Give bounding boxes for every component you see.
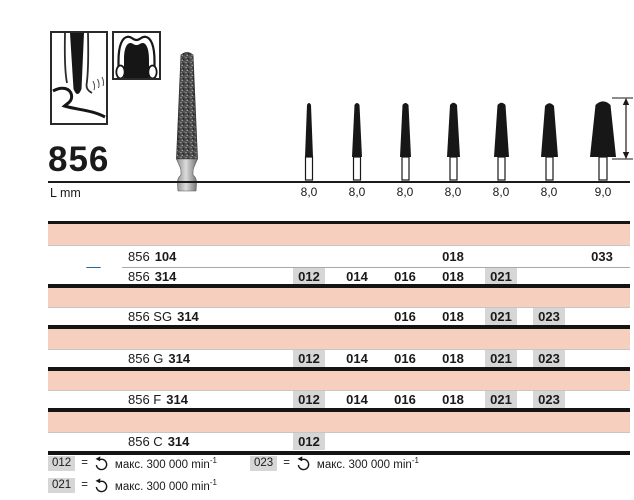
bur-silhouette-016 <box>399 100 412 186</box>
rotation-speed-icon <box>94 478 109 493</box>
size-cell-highlighted: 012 <box>293 433 325 450</box>
rotation-speed-icon <box>296 456 311 471</box>
crown-icon <box>114 65 159 82</box>
bur-silhouette-021 <box>493 100 510 186</box>
series-label: 856 104 <box>128 249 177 264</box>
table-row-856-c-314 <box>48 433 630 450</box>
crown-illustration <box>112 31 161 80</box>
table-row-856-f-314 <box>48 391 630 408</box>
table-row-856-g-314 <box>48 350 630 367</box>
footnote-code: 012 <box>48 456 75 471</box>
table-row-856-314 <box>48 268 630 284</box>
bur-silhouette-023 <box>540 100 559 186</box>
length-axis-label: L mm <box>50 186 81 200</box>
size-cell-highlighted: 012 <box>293 350 325 367</box>
bur-silhouette-012 <box>304 100 314 186</box>
series-label: 856 F 314 <box>128 392 188 407</box>
size-cell: 014 <box>346 351 368 366</box>
bur-silhouette-014 <box>351 100 363 186</box>
size-cell: 018 <box>442 351 464 366</box>
size-label: 8,0 <box>396 185 414 199</box>
size-cell: 018 <box>442 392 464 407</box>
size-cell-highlighted: 012 <box>293 268 325 284</box>
series-label: 856 SG 314 <box>128 309 199 324</box>
size-cell-highlighted: 021 <box>485 308 517 325</box>
footnote-text: макс. 300 000 $\min^{-1}$ <box>114 455 217 471</box>
figure-number: 856 <box>48 140 110 179</box>
size-cell: 018 <box>442 268 464 284</box>
equals-sign: = <box>81 457 88 469</box>
size-cell: 018 <box>442 249 464 264</box>
footnote-code: 023 <box>250 456 277 471</box>
series-label: 856 C 314 <box>128 434 190 449</box>
size-cell: 033 <box>591 249 613 264</box>
footnote-021 <box>48 477 217 493</box>
pink-band <box>48 371 630 391</box>
series-label: 856 314 <box>128 268 177 284</box>
series-label: 856 G 314 <box>128 351 191 366</box>
length-dimension-arrow <box>611 95 634 168</box>
size-cell-highlighted: 021 <box>485 268 517 284</box>
size-cell: 014 <box>346 392 368 407</box>
size-label: 8,0 <box>348 185 366 199</box>
size-cell-highlighted: 021 <box>485 391 517 408</box>
size-cell: 016 <box>394 392 416 407</box>
size-label: 8,0 <box>492 185 510 199</box>
size-label: 8,0 <box>300 185 318 199</box>
pink-band <box>48 329 630 350</box>
footnote-023 <box>250 455 419 471</box>
size-cell: 014 <box>346 268 368 284</box>
size-cell: 016 <box>394 351 416 366</box>
table-row-856-sg-314 <box>48 308 630 325</box>
size-cell-highlighted: 023 <box>533 391 565 408</box>
table-row-856-104 <box>48 246 630 267</box>
size-label: 8,0 <box>444 185 462 199</box>
size-cell-highlighted: 021 <box>485 350 517 367</box>
pink-band <box>48 224 630 246</box>
size-cell: 016 <box>394 268 416 284</box>
size-label: 9,0 <box>594 185 612 199</box>
bur-in-sulcus-icon <box>52 110 106 127</box>
pink-band <box>48 288 630 308</box>
rotation-speed-icon <box>94 456 109 471</box>
footnote-text: макс. 300 000 $\min^{-1}$ <box>316 455 419 471</box>
footnote-code: 021 <box>48 478 75 493</box>
equals-sign: = <box>283 457 290 469</box>
size-cell-highlighted: 023 <box>533 350 565 367</box>
size-cell-highlighted: 023 <box>533 308 565 325</box>
footnote-text: макс. 300 000 $\min^{-1}$ <box>114 477 217 493</box>
footnote-012 <box>48 455 217 471</box>
preparation-margin-illustration <box>50 31 108 125</box>
diamond-bur-photo <box>170 51 204 192</box>
size-cell-highlighted: 012 <box>293 391 325 408</box>
size-cell: 016 <box>394 309 416 324</box>
pink-band <box>48 412 630 433</box>
equals-sign: = <box>81 479 88 491</box>
size-label: 8,0 <box>540 185 558 199</box>
size-cell: 018 <box>442 309 464 324</box>
bur-silhouette-018 <box>446 100 461 186</box>
